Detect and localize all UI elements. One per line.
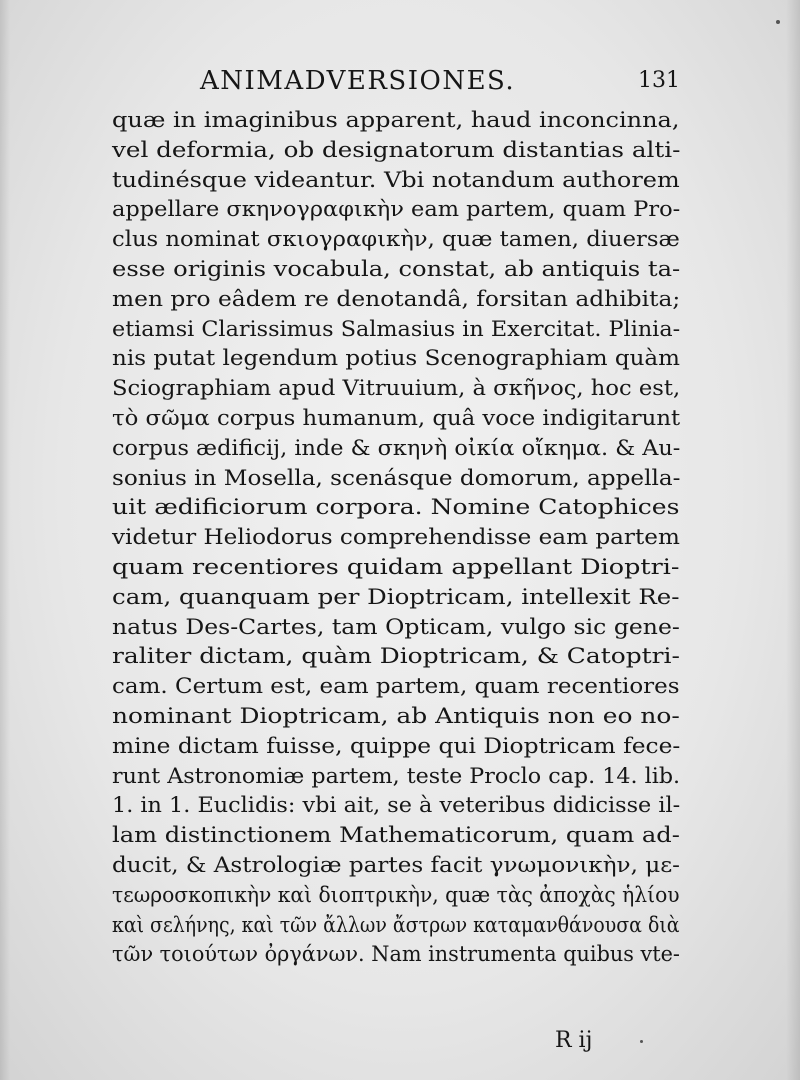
page-shadow-left — [0, 0, 10, 1080]
text-line: nominant Dioptricam, ab Antiquis non eo no- — [112, 703, 680, 728]
text-line: τὸ σῶμα corpus humanum, quâ voce indigitarunt — [112, 405, 681, 430]
page-header — [200, 62, 680, 102]
text-line: raliter dictam, quàm Dioptricam, & Catoptri- — [112, 644, 680, 669]
text-line: Sciographiam apud Vitruuium, à σκῆνος, hoc est, — [112, 376, 681, 401]
running-title: ANIMADVERSIONES. — [200, 66, 516, 96]
page-footer — [555, 1028, 675, 1058]
text-line: natus Des-Cartes, tam Opticam, vulgo sic gene- — [112, 614, 680, 639]
text-line: appellare σκηνογραφικὴν eam partem, quam Pro- — [112, 197, 681, 222]
text-line: men pro eâdem re denotandâ, forsitan adhibita; — [112, 286, 681, 311]
text-line: cam. Certum est, eam partem, quam recentiores — [112, 674, 680, 699]
text-line: lam distinctionem Mathematicorum, quam ad- — [112, 823, 680, 848]
text-line: vel deformia, ob designatorum distantias alti- — [112, 137, 681, 162]
page-shadow-right — [786, 0, 800, 1080]
text-line: sonius in Mosella, scenásque domorum, appella- — [112, 465, 681, 490]
text-line: τεωροσκοπικὴν καὶ διοπτρικὴν, quæ τὰς ἀποχὰς ἡλίου — [112, 882, 680, 907]
text-line: videtur Heliodorus comprehendisse eam partem — [112, 525, 680, 550]
text-line: etiamsi Clarissimus Salmasius in Exercitat. Plinia- — [112, 316, 681, 341]
text-line: clus nominat σκιογραφικὴν, quæ tamen, diuersæ — [112, 227, 680, 252]
text-line: uit ædificiorum corpora. Nomine Catophices — [112, 495, 680, 520]
text-line: τῶν τοιούτων ὀργάνων. Nam instrumenta quibus vte- — [112, 942, 680, 967]
text-line: quam recentiores quidam appellant Dioptri- — [112, 554, 680, 579]
text-line: tudinésque videantur. Vbi notandum authorem — [112, 167, 680, 192]
text-line: corpus ædificij, inde & σκηνὴ οἰκία οἴκημα. & Au- — [112, 435, 681, 460]
paper-speck — [640, 1040, 643, 1043]
signature-mark: R ij — [555, 1028, 593, 1053]
paper-speck — [776, 20, 780, 24]
text-line: mine dictam fuisse, quippe qui Dioptricam fece- — [112, 733, 681, 758]
text-line: esse originis vocabula, constat, ab antiquis ta- — [112, 256, 681, 281]
page-number: 131 — [638, 68, 680, 93]
text-line: ducit, & Astrologiæ partes facit γνωμονικὴν, με- — [112, 852, 680, 877]
text-line: καὶ σελήνης, καὶ τῶν ἄλλων ἄστρων καταμανθάνουσα διὰ — [112, 912, 680, 937]
text-line: runt Astronomiæ partem, teste Proclo cap. 14. lib. — [112, 763, 681, 788]
text-line: nis putat legendum potius Scenographiam quàm — [112, 346, 680, 371]
body-text — [112, 106, 680, 970]
text-line: 1. in 1. Euclidis: vbi ait, se à veteribus didicisse il- — [112, 793, 681, 818]
text-line: cam, quanquam per Dioptricam, intellexit Re- — [112, 584, 680, 609]
text-line: quæ in imaginibus apparent, haud inconcinna, — [112, 108, 680, 132]
